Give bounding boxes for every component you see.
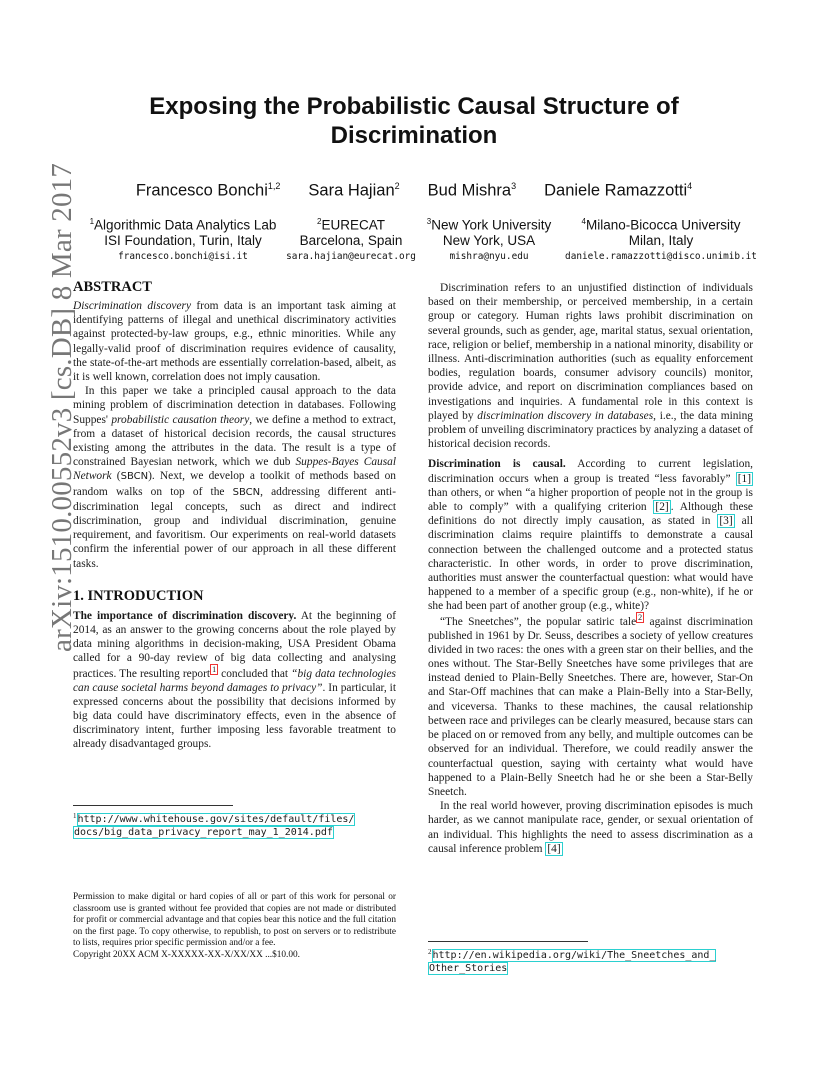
email: sara.hajian@eurecat.org: [286, 250, 416, 262]
footnote-url-link[interactable]: http://en.wikipedia.org/wiki/The_Sneetches_and_: [432, 950, 716, 962]
body-paragraph: Discrimination refers to an unjustified distinction of individuals based on their membership, or perceived membership, in a certain group or category. Human rights laws prohibit discrimination on several grounds, such as gender, age, marital status, sexual orientation, race, religion or belief, membership in a national minority, disability or illness. Anti-discrimination authorities (such as equality enforcement bodies, regulation boards, consumer advisory councils) monitor, provide advice, and report on discrimination compliances based on investigations and inquiries. A fundamental role in this context is played by discrimination discovery in databases, i.e., the data mining problem of unveiling discriminatory practices by analyzing a dataset of historical decision records.: [428, 282, 753, 451]
footnote-url-link[interactable]: http://www.whitehouse.gov/sites/default/files/: [77, 814, 355, 826]
citation-link[interactable]: [1]: [737, 472, 751, 485]
citation-link[interactable]: [2]: [655, 501, 669, 514]
citation-link[interactable]: [4]: [547, 842, 561, 855]
introduction-heading: 1. INTRODUCTION: [73, 587, 204, 604]
affiliation: $^3$New York University New York, USA mishra@nyu.edu: [426, 217, 552, 262]
affiliation: $^1$Algorithmic Data Analytics Lab ISI Foundation, Turin, Italy francesco.bonchi@isi.it: [89, 217, 277, 262]
footnote-1: $^1$http://www.whitehouse.gov/sites/default/files/ docs/big_data_privacy_report_may_1_2014.pdf: [73, 812, 355, 839]
permission-notice: Permission to make digital or hard copies of all or part of this work for personal or classroom use is granted without fee provided that copies are not made or distributed for profit or commercial advantage and that copies bear this notice and the full citation on the first page. To copy otherwise, to republish, to post on servers or to redistribute to lists, requires prior specific permission and/or a fee. Copyright 20XX ACM X-XXXXX-XX-X/XX/XX ...$10.00.: [73, 892, 396, 960]
author: Bud Mishra$^3$: [427, 181, 517, 200]
footnote-url-link[interactable]: Other_Stories: [429, 963, 508, 975]
footnote-rule: [428, 941, 588, 942]
author: Francesco Bonchi$^{1,2}$: [135, 181, 281, 200]
abstract-paragraph: Discrimination discovery from data is an important task aiming at identifying patterns of illegal and unethical discriminatory activities against protected-by-law groups, e.g., ethnic minorities. While any legally-valid proof of discrimination requires evidence of causality, the state-of-the-art methods are essentially correlation-based, albeit, as it is well known, correlation does not imply causation.: [73, 300, 396, 384]
abstract-heading: ABSTRACT: [73, 279, 152, 295]
arxiv-identifier: arXiv:1510.00552v3 [cs.DB] 8 Mar 2017: [46, 162, 78, 652]
footnote-url-link[interactable]: docs/big_data_privacy_report_may_1_2014.pdf: [74, 827, 333, 839]
email: mishra@nyu.edu: [449, 250, 529, 262]
email: francesco.bonchi@isi.it: [118, 250, 248, 262]
footnote-2: $^2$http://en.wikipedia.org/wiki/The_Sneetches_and_ Other_Stories: [428, 948, 716, 975]
body-paragraph: “The Sneetches”, the popular satiric tale $^2$ against discrimination published in 1961 by Dr. Seuss, describes a society of yellow creatures divided in two races: the ones with a green star on their bellies, and the ones without. The Star-Belly Sneetches have some privileges that are instead denied to Plain-Belly Sneetches. There are, however, Star-On and Star-Off machines that can make a Plain-Belly into a Star-Belly, and viceversa. Thanks to these machines, the causal relationship between race and privileges can be clearly measured, because stars can be placed on or removed from any belly, and multiple outcomes can be observed for an individual. Therefore, we could readily answer the counterfactual question, saying with certainty what would have happened to a Plain-Belly Sneetch had he or she been a Star-Belly Sneetch.: [428, 612, 754, 798]
copyright-line: Copyright 20XX ACM X-XXXXX-XX-X/XX/XX ...$10.00.: [73, 949, 300, 960]
body-paragraph: Discrimination is causal. According to current legislation, discrimination occurs when a group is treated “less favorably” [1] than others, or when “a higher proportion of people not in the group is able to comply” with a qualifying criterion [2] . Although these definitions do not directly imply causation, as stated in [3] all discrimination claims require plaintiffs to demonstrate a causal connection between the challenged outcome and a protected status characteristic. In other words, in order to prove discrimination, authorities must answer the counterfactual question: what would have happened to a member of a specific group (e.g., non-white), if he or she had been part of another group (e.g., white)?: [428, 458, 754, 613]
affiliation: $^2$EURECAT Barcelona, Spain sara.hajian@eurecat.org: [286, 217, 416, 262]
email: daniele.ramazzotti@disco.unimib.it: [565, 250, 757, 262]
author: Daniele Ramazzotti$^4$: [544, 181, 693, 200]
author-list: [100, 181, 728, 201]
right-column: [428, 281, 753, 856]
author: Sara Hajian$^2$: [308, 181, 400, 200]
footnote-link[interactable]: 2: [638, 612, 643, 622]
footnote-link[interactable]: 1: [212, 664, 217, 674]
citation-link[interactable]: [3]: [719, 515, 733, 528]
affiliation: $^4$Milano-Bicocca University Milan, Italy daniele.ramazzotti@disco.unimib.it: [565, 217, 757, 262]
paper-title: Exposing the Probabilistic Causal Structure of Discrimination: [149, 93, 679, 149]
body-paragraph: In the real world however, proving discrimination episodes is much harder, as we cannot manipulate race, gender, or sexual orientation of an individual. This highlights the need to assess discrimination as a causal inference problem [4]: [428, 800, 753, 855]
intro-paragraph: The importance of discrimination discovery. At the beginning of 2014, as an answer to the growing concerns about the role played by data mining algorithms in decision-making, USA President Obama called for a 90-day review of big data collecting and analysing practices. The resulting report $^1$ concluded that “big data technologies can cause societal harms beyond damages to privacy”. In particular, it expressed concerns about the possibility that decisions informed by big data could have discriminatory effects, even in the absence of discriminatory intent, further imposing less favorable treatment to already disadvantaged groups.: [73, 609, 396, 751]
left-column: [73, 278, 396, 752]
footnote-rule: [73, 805, 233, 806]
abstract-paragraph: In this paper we take a principled causal approach to the data mining problem of discrimination detection in databases. Following Suppes' probabilistic causation theory, we define a method to extract, from a dataset of historical decision records, the causal structures existing among the attributes in the data. The result is a type of constrained Bayesian network, which we dub Suppes-Bayes Causal Network (SBCN). Next, we develop a toolkit of methods based on random walks on top of the SBCN, addressing different anti-discrimination legal concepts, such as direct and indirect discrimination, group and individual discrimination, genuine requirement, and favoritism. Our experiments on real-world datasets confirm the inferential power of our approach in all these different tasks.: [73, 385, 397, 570]
